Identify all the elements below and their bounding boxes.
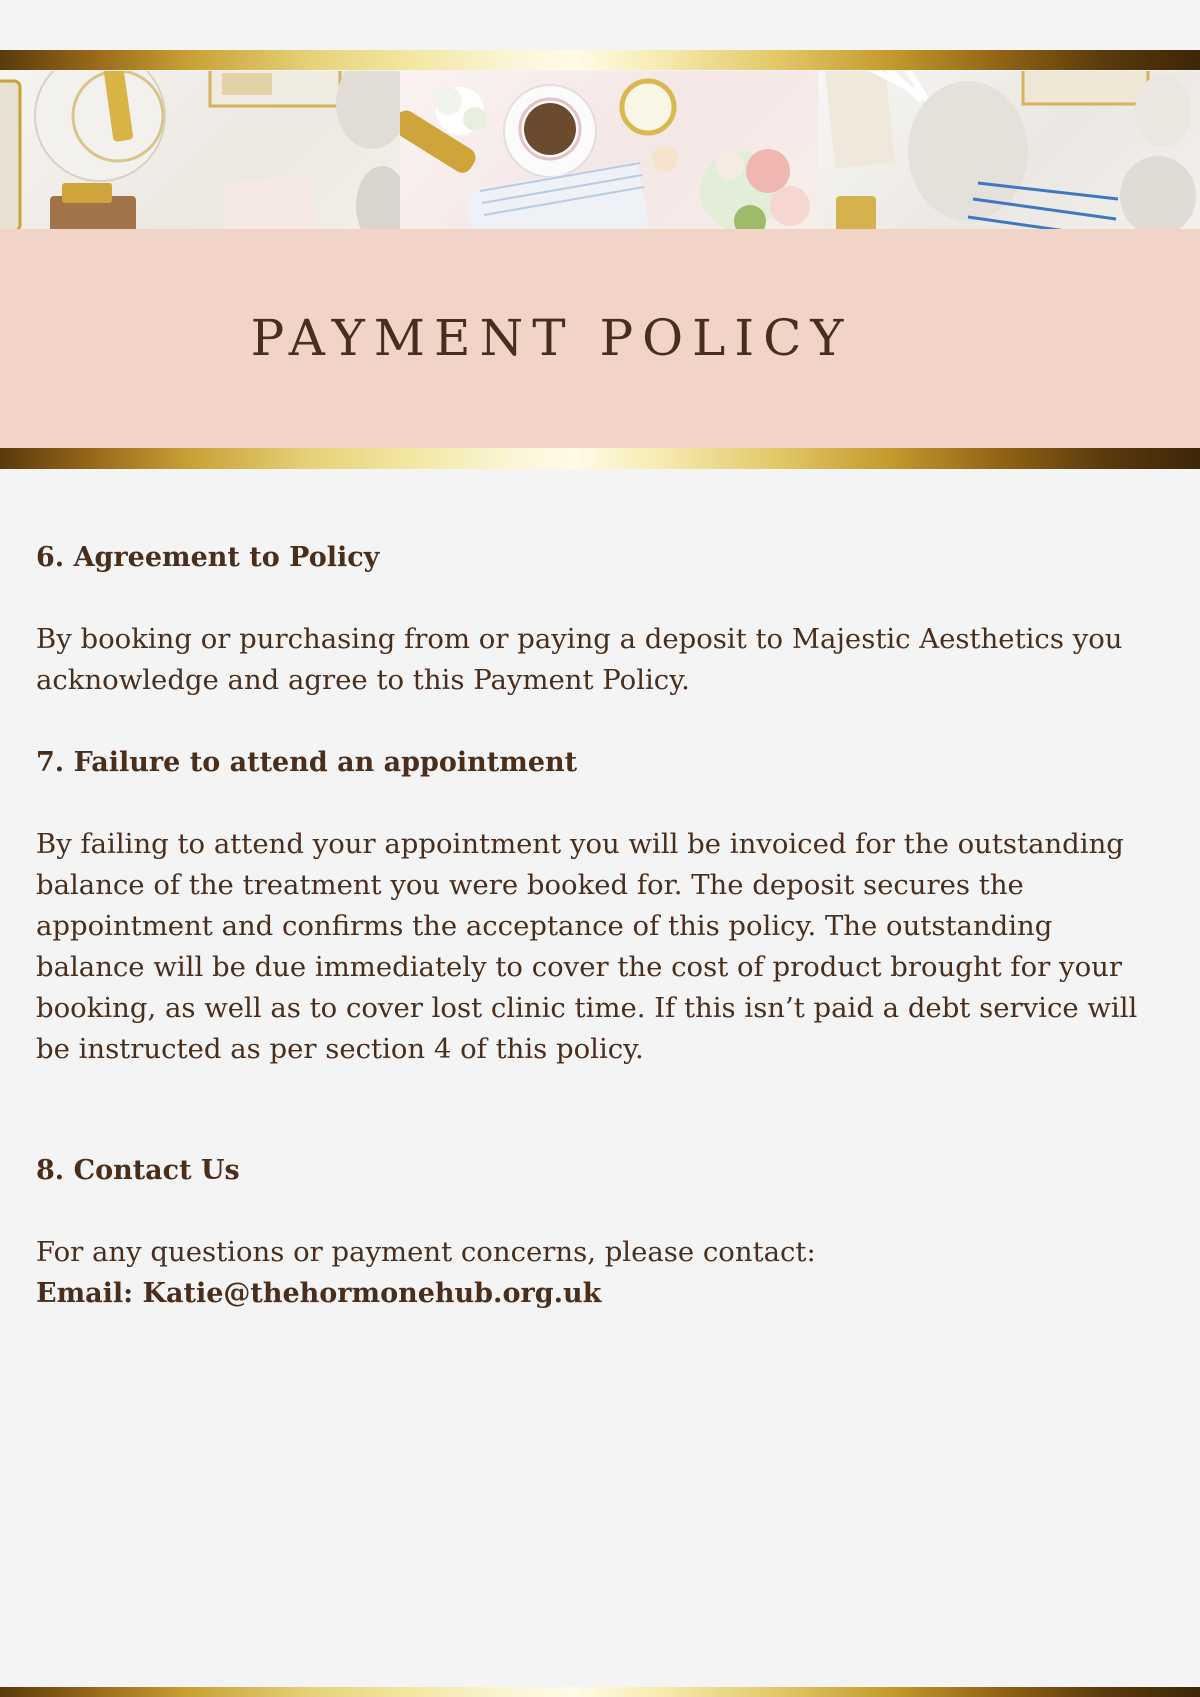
gold-divider-top [0, 50, 1200, 70]
section-body-contact [36, 1232, 816, 1314]
section-body-failure-to-attend: By failing to attend your appointment you will be invoiced for the outstanding balance of the treatment you were booked for. The deposit secures the appointment and confirms the acceptance of this policy. The outstanding balance will be due immediately to cover the cost of product brought for your booking, as well as to cover lost clinic time. If this isn’t paid a debt service will be instructed as per section 4 of this policy. [36, 828, 1138, 1065]
gold-divider-bottom [0, 1687, 1200, 1697]
contact-instructions: For any questions or payment concerns, please contact: [36, 1236, 816, 1268]
page-title: PAYMENT POLICY [250, 309, 853, 367]
desk-flatlay-pens-image [818, 71, 1200, 229]
section-heading-agreement: 6. Agreement to Policy [36, 542, 380, 573]
coffee-cup-flowers-notebook-image [400, 71, 818, 229]
section-body-agreement: By booking or purchasing from or paying a deposit to Majestic Aesthetics you acknowledge and agree to this Payment Policy. [36, 623, 1123, 696]
header-photo-strip [0, 71, 1200, 229]
desk-flatlay-gold-stapler-image [0, 71, 400, 229]
section-heading-failure-to-attend: 7. Failure to attend an appointment [36, 747, 578, 778]
contact-email[interactable]: Email: Katie@thehormonehub.org.uk [36, 1278, 602, 1309]
gold-divider-middle [0, 448, 1200, 469]
section-heading-contact: 8. Contact Us [36, 1155, 240, 1186]
